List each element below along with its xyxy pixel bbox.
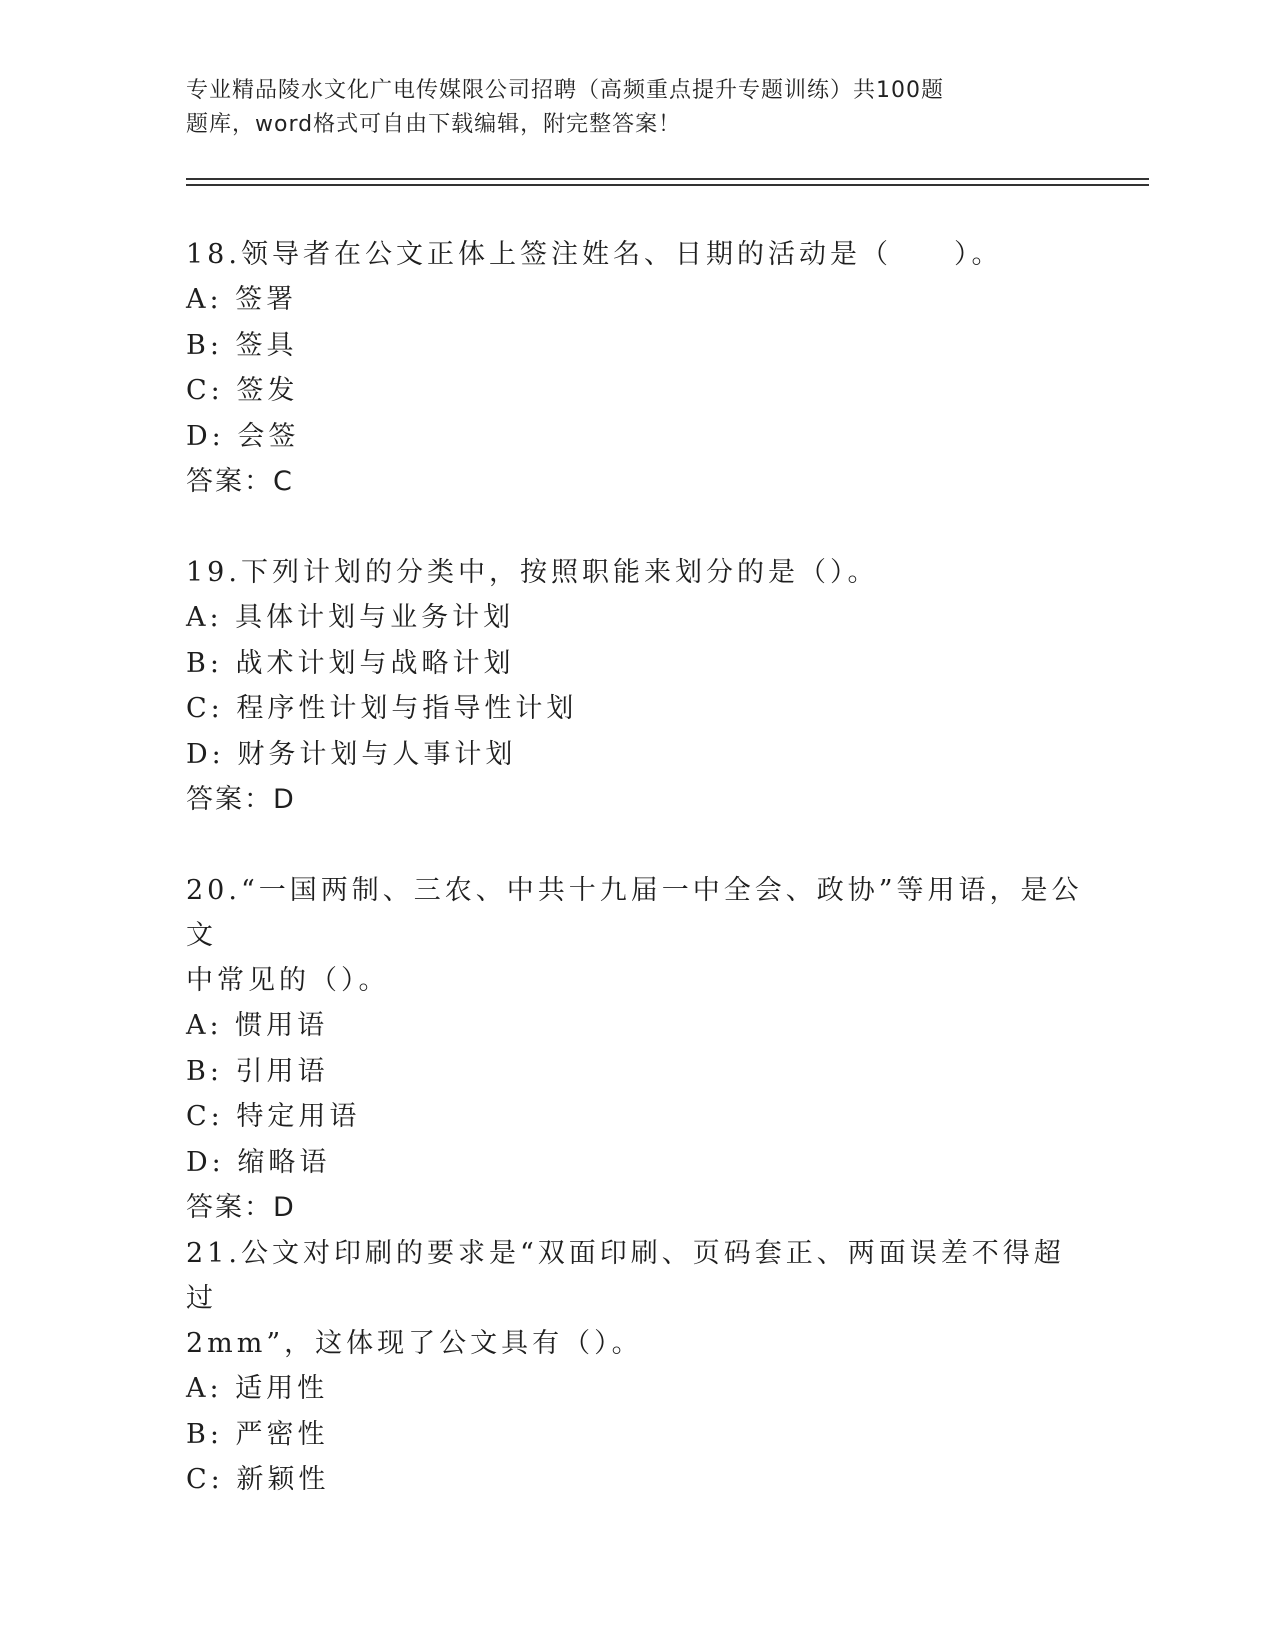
- document-header: [186, 74, 1026, 142]
- option-b: B: 严密性: [186, 1418, 329, 1450]
- option-a: A: 具体计划与业务计划: [186, 602, 515, 633]
- header-line-1: 专业精品陵水文化广电传媒限公司招聘（高频重点提升专题训练）共100题: [186, 78, 944, 103]
- question-21: [186, 1231, 1086, 1503]
- option-c: C: 程序性计划与指导性计划: [186, 693, 578, 724]
- question-stem: 18.领导者在公文正体上签注姓名、日期的活动是（ ）。: [186, 239, 1003, 270]
- header-rule-top: [186, 178, 1149, 180]
- question-18: [186, 232, 1086, 505]
- option-b: B: 引用语: [186, 1055, 329, 1087]
- answer: 答案：D: [186, 784, 296, 815]
- question-19: [186, 550, 1086, 823]
- option-c: C: 签发: [186, 375, 299, 406]
- option-b: B: 战术计划与战略计划: [186, 647, 515, 679]
- option-d: D: 缩略语: [186, 1146, 331, 1178]
- question-20: [186, 868, 1086, 1231]
- header-rule-bottom: [186, 184, 1149, 186]
- question-stem: 19.下列计划的分类中，按照职能来划分的是（）。: [186, 557, 879, 588]
- option-d: D: 会签: [186, 420, 300, 452]
- header-line-2: 题库，word格式可自由下载编辑，附完整答案！: [186, 112, 682, 137]
- option-a: A: 签署: [186, 284, 298, 315]
- answer: 答案：D: [186, 1192, 296, 1223]
- question-stem-line-2: 2mm”，这体现了公文具有（）。: [186, 1328, 643, 1359]
- option-b: B: 签具: [186, 329, 298, 361]
- answer: 答案：C: [186, 466, 294, 497]
- option-a: A: 惯用语: [186, 1010, 329, 1041]
- option-c: C: 新颖性: [186, 1464, 330, 1495]
- question-stem-line-1: 21.公文对印刷的要求是“双面印刷、页码套正、两面误差不得超过: [186, 1238, 1065, 1314]
- option-a: A: 适用性: [186, 1373, 329, 1404]
- question-stem-line-1: 20.“一国两制、三农、中共十九届一中全会、政协”等用语，是公文: [186, 875, 1083, 951]
- option-d: D: 财务计划与人事计划: [186, 738, 517, 770]
- question-stem-line-2: 中常见的（）。: [186, 965, 390, 996]
- option-c: C: 特定用语: [186, 1101, 361, 1132]
